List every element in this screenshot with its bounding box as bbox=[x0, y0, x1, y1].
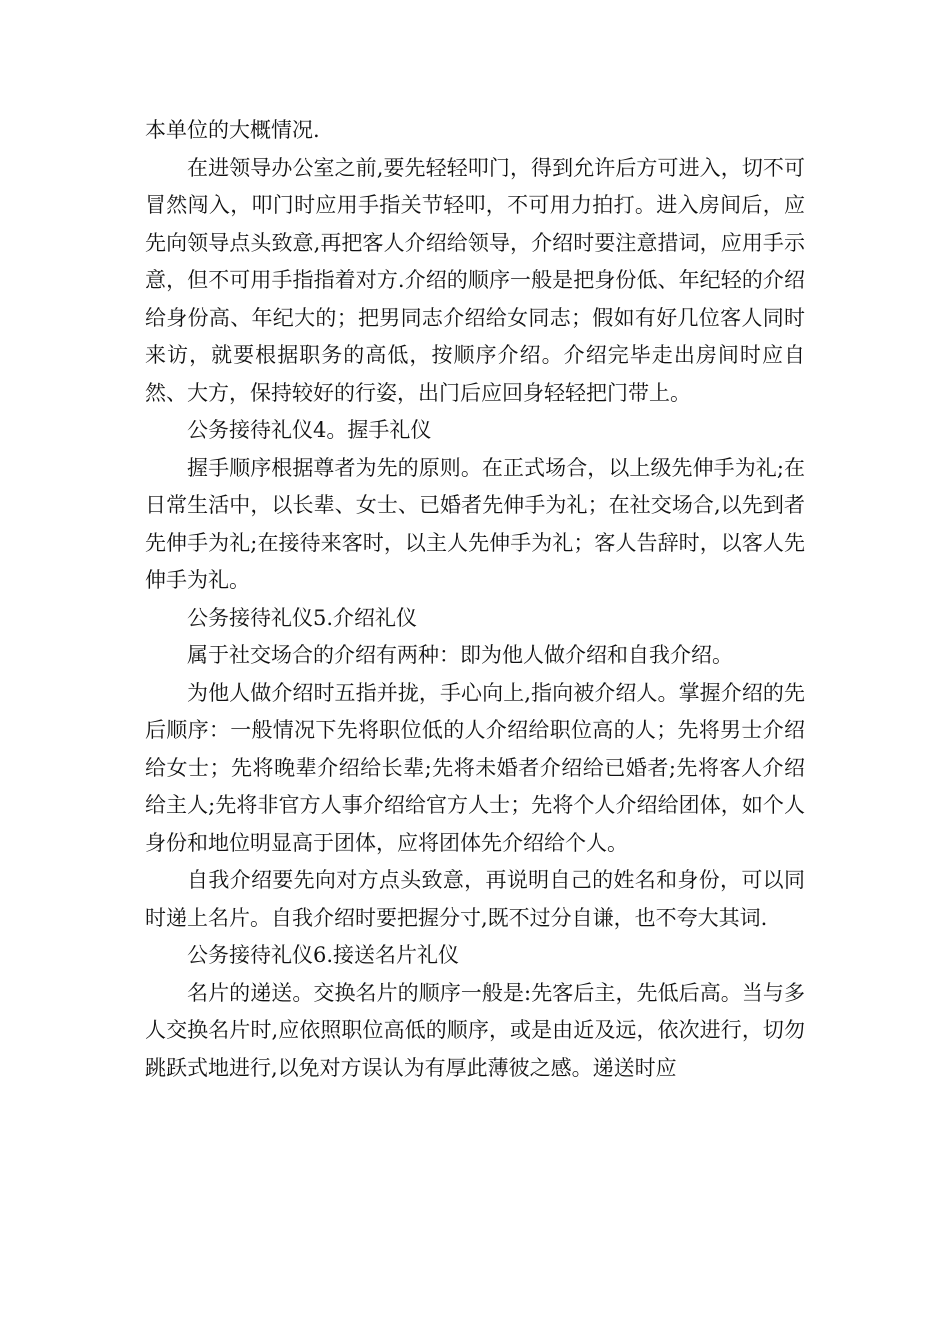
paragraph-introduce-others: 为他人做介绍时五指并拢，手心向上,指向被介绍人。掌握介绍的先后顺序：一般情况下先将职位低的人介绍给职位高的人；先将男士介绍给女士；先将晚辈介绍给长辈;先将未婚者介绍给已婚者;先将客人介绍给主人;先将非官方人事介绍给官方人士；先将个人介绍给团体，如个人身份和地位明显高于团体，应将团体先介绍给个人。 bbox=[145, 680, 805, 855]
section-heading-handshake: 公务接待礼仪4。握手礼仪 bbox=[187, 418, 432, 442]
paragraph-introduction-types: 属于社交场合的介绍有两种：即为他人做介绍和自我介绍。 bbox=[187, 643, 733, 667]
section-heading-business-card: 公务接待礼仪6.接送名片礼仪 bbox=[187, 943, 460, 967]
section-heading-introduction: 公务接待礼仪5.介绍礼仪 bbox=[187, 605, 418, 630]
paragraph-self-introduction: 自我介绍要先向对方点头致意，再说明自己的姓名和身份，可以同时递上名片。自我介绍时要把握分寸,既不过分自谦，也不夸大其词. bbox=[145, 868, 805, 930]
paragraph-business-card: 名片的递送。交换名片的顺序一般是:先客后主，先低后高。当与多人交换名片时,应依照职位高低的顺序，或是由近及远，依次进行，切勿跳跃式地进行,以免对方误认为有厚此薄彼之感。递送时应 bbox=[145, 980, 805, 1080]
paragraph-office-entry: 在进领导办公室之前,要先轻轻叩门，得到允许后方可进入，切不可冒然闯入，叩门时应用手指关节轻叩，不可用力拍打。进入房间后，应先向领导点头致意,再把客人介绍给领导，介绍时要注意措词，应用手示意，但不可用手指指着对方.介绍的顺序一般是把身份低、年纪轻的介绍给身份高、年纪大的；把男同志介绍给女同志；假如有好几位客人同时来访，就要根据职务的高低，按顺序介绍。介绍完毕走出房间时应自然、大方，保持较好的行姿，出门后应回身轻轻把门带上。 bbox=[145, 155, 805, 405]
paragraph-handshake: 握手顺序根据尊者为先的原则。在正式场合，以上级先伸手为礼;在日常生活中，以长辈、女士、已婚者先伸手为礼；在社交场合,以先到者先伸手为礼;在接待来客时，以主人先伸手为礼；客人告辞时，以客人先伸手为礼。 bbox=[145, 455, 805, 592]
paragraph-continuation: 本单位的大概情况. bbox=[145, 118, 320, 142]
document-body bbox=[145, 112, 805, 1087]
